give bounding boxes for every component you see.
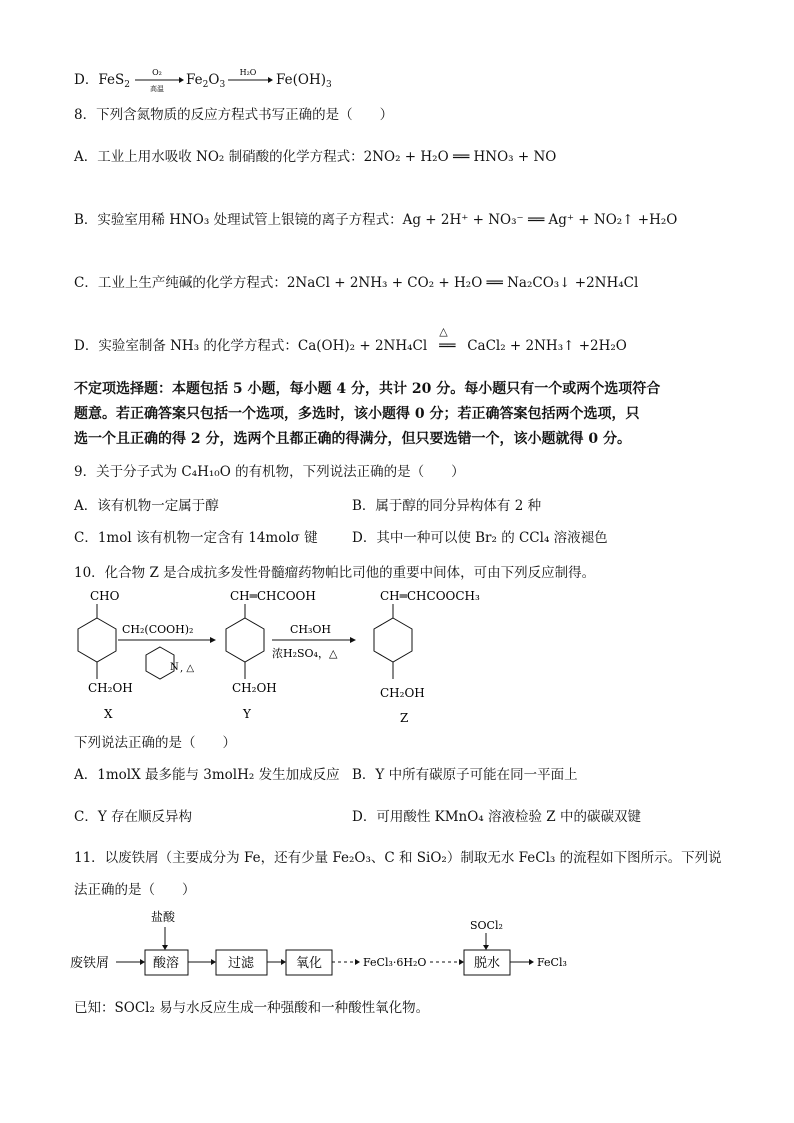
q11-stem-line-1: 11．以废铁屑（主要成分为 Fe，还有少量 Fe₂O₃、C 和 SiO₂）制取无水 FeCl₃ 的流程如下图所示。下列说 <box>74 850 722 866</box>
flow-product-1: FeCl₃·6H₂O <box>363 956 427 969</box>
flow-box-3: 氧化 <box>295 956 323 971</box>
q10-stem: 10．化合物 Z 是合成抗多发性骨髓瘤药物帕比司他的重要中间体，可由下列反应制得。 <box>74 565 596 581</box>
x-bottom-label: CH₂OH <box>88 681 133 695</box>
flow-box-1: 酸溶 <box>152 956 180 971</box>
arrow-1 <box>118 623 216 679</box>
x-structure <box>78 589 133 721</box>
x-compound-label: X <box>104 707 113 721</box>
z-bottom-label: CH₂OH <box>380 686 425 700</box>
q10-option-d: D．可用酸性 KMnO₄ 溶液检验 Z 中的碳碳双键 <box>352 809 641 825</box>
q7-d-prefix: D．FeS <box>74 72 125 88</box>
flow-reagent-2: SOCl₂ <box>470 919 503 932</box>
y-compound-label: Y <box>243 707 251 721</box>
z-structure <box>374 589 480 725</box>
q7-arrow1-top: O₂ <box>152 68 162 77</box>
flow-reagent-1: 盐酸 <box>151 910 176 924</box>
z-compound-label: Z <box>400 711 409 725</box>
flow-input: 废铁屑 <box>70 956 110 971</box>
arrow1-condition: , △ <box>180 663 195 674</box>
q7-mid: $Fe_2O_3$ <box>186 72 226 90</box>
flow-box-4: 脱水 <box>473 956 501 971</box>
q10-reaction-scheme <box>60 585 580 730</box>
q8-stem: 8．下列含氮物质的反应方程式书写正确的是（ ） <box>74 107 394 123</box>
y-top-label: CH═CHCOOH <box>230 589 316 603</box>
flow-box-2: 过滤 <box>227 956 255 971</box>
q9-option-d: D．其中一种可以使 Br₂ 的 CCl₄ 溶液褪色 <box>352 530 608 546</box>
section-line-2: 题意。若正确答案只包括一个选项，多选时，该小题得 0 分；若正确答案包括两个选项，只 <box>74 406 640 422</box>
q7-arrow2-top: H₂O <box>239 68 257 77</box>
q7-option-d: D．FeS$_2$ <box>74 72 130 90</box>
z-top-label: CH═CHCOOCH₃ <box>380 589 480 603</box>
q8-option-d: D．实验室制备 NH₃ 的化学方程式：Ca(OH)₂ + 2NH₄Cl △ ══ CaCl₂ + 2NH₃↑ +2H₂O <box>74 336 627 356</box>
pyridine-n: N <box>170 662 179 673</box>
q7-arrow-2 <box>226 66 274 94</box>
x-top-label: CHO <box>90 589 120 603</box>
y-bottom-label: CH₂OH <box>232 681 277 695</box>
q7-end: $Fe(OH)_3$ <box>276 72 332 90</box>
q8-option-b: B．实验室用稀 HNO₃ 处理试管上银镜的离子方程式：Ag + 2H⁺ + NO₃⁻ ══ Ag⁺ + NO₂↑ +H₂O <box>74 212 678 228</box>
q9-stem: 9．关于分子式为 C₄H₁₀O 的有机物，下列说法正确的是（ ） <box>74 464 465 480</box>
arrow2-reagent: CH₃OH <box>290 623 332 636</box>
section-line-3: 选一个且正确的得 2 分，选两个且都正确的得满分，但只要选错一个，该小题就得 0 分。 <box>74 431 631 447</box>
q7-arrow1-bottom: 高温 <box>150 85 164 93</box>
q9-option-c: C．1mol 该有机物一定含有 14molσ 键 <box>74 530 318 546</box>
arrow2-condition: 浓H₂SO₄，△ <box>272 647 338 660</box>
q8-option-c: C．工业上生产纯碱的化学方程式：2NaCl + 2NH₃ + CO₂ + H₂O ══ Na₂CO₃↓ +2NH₄Cl <box>74 275 639 291</box>
q8-option-a: A．工业上用水吸收 NO₂ 制硝酸的化学方程式：2NO₂ + H₂O ══ HNO₃ + NO <box>74 149 557 165</box>
q8-d-condition: △ <box>439 325 448 338</box>
q11-flowchart <box>68 905 588 985</box>
q11-note: 已知：SOCl₂ 易与水反应生成一种强酸和一种酸性氧化物。 <box>74 1000 430 1016</box>
q9-option-b: B．属于醇的同分异构体有 2 种 <box>352 498 542 514</box>
q10-option-c: C．Y 存在顺反异构 <box>74 809 193 825</box>
q8-d-suffix: CaCl₂ + 2NH₃↑ +2H₂O <box>467 338 627 354</box>
q11-stem-line-2: 法正确的是（ ） <box>74 882 196 898</box>
q9-option-a: A．该有机物一定属于醇 <box>74 498 219 514</box>
q10-option-a: A．1molX 最多能与 3molH₂ 发生加成反应 <box>74 767 340 783</box>
q10-option-b: B．Y 中所有碳原子可能在同一平面上 <box>352 767 578 783</box>
q10-ask: 下列说法正确的是（ ） <box>74 735 236 751</box>
section-line-1: 不定项选择题：本题包括 5 小题，每小题 4 分，共计 20 分。每小题只有一个或两个选项符合 <box>74 381 661 397</box>
q7-arrow-1 <box>133 66 185 94</box>
arrow-2 <box>272 623 356 660</box>
q8-d-prefix: D．实验室制备 NH₃ 的化学方程式：Ca(OH)₂ + 2NH₄Cl <box>74 338 428 354</box>
flow-product-2: FeCl₃ <box>537 956 567 969</box>
arrow1-reagent: CH₂(COOH)₂ <box>122 623 194 636</box>
